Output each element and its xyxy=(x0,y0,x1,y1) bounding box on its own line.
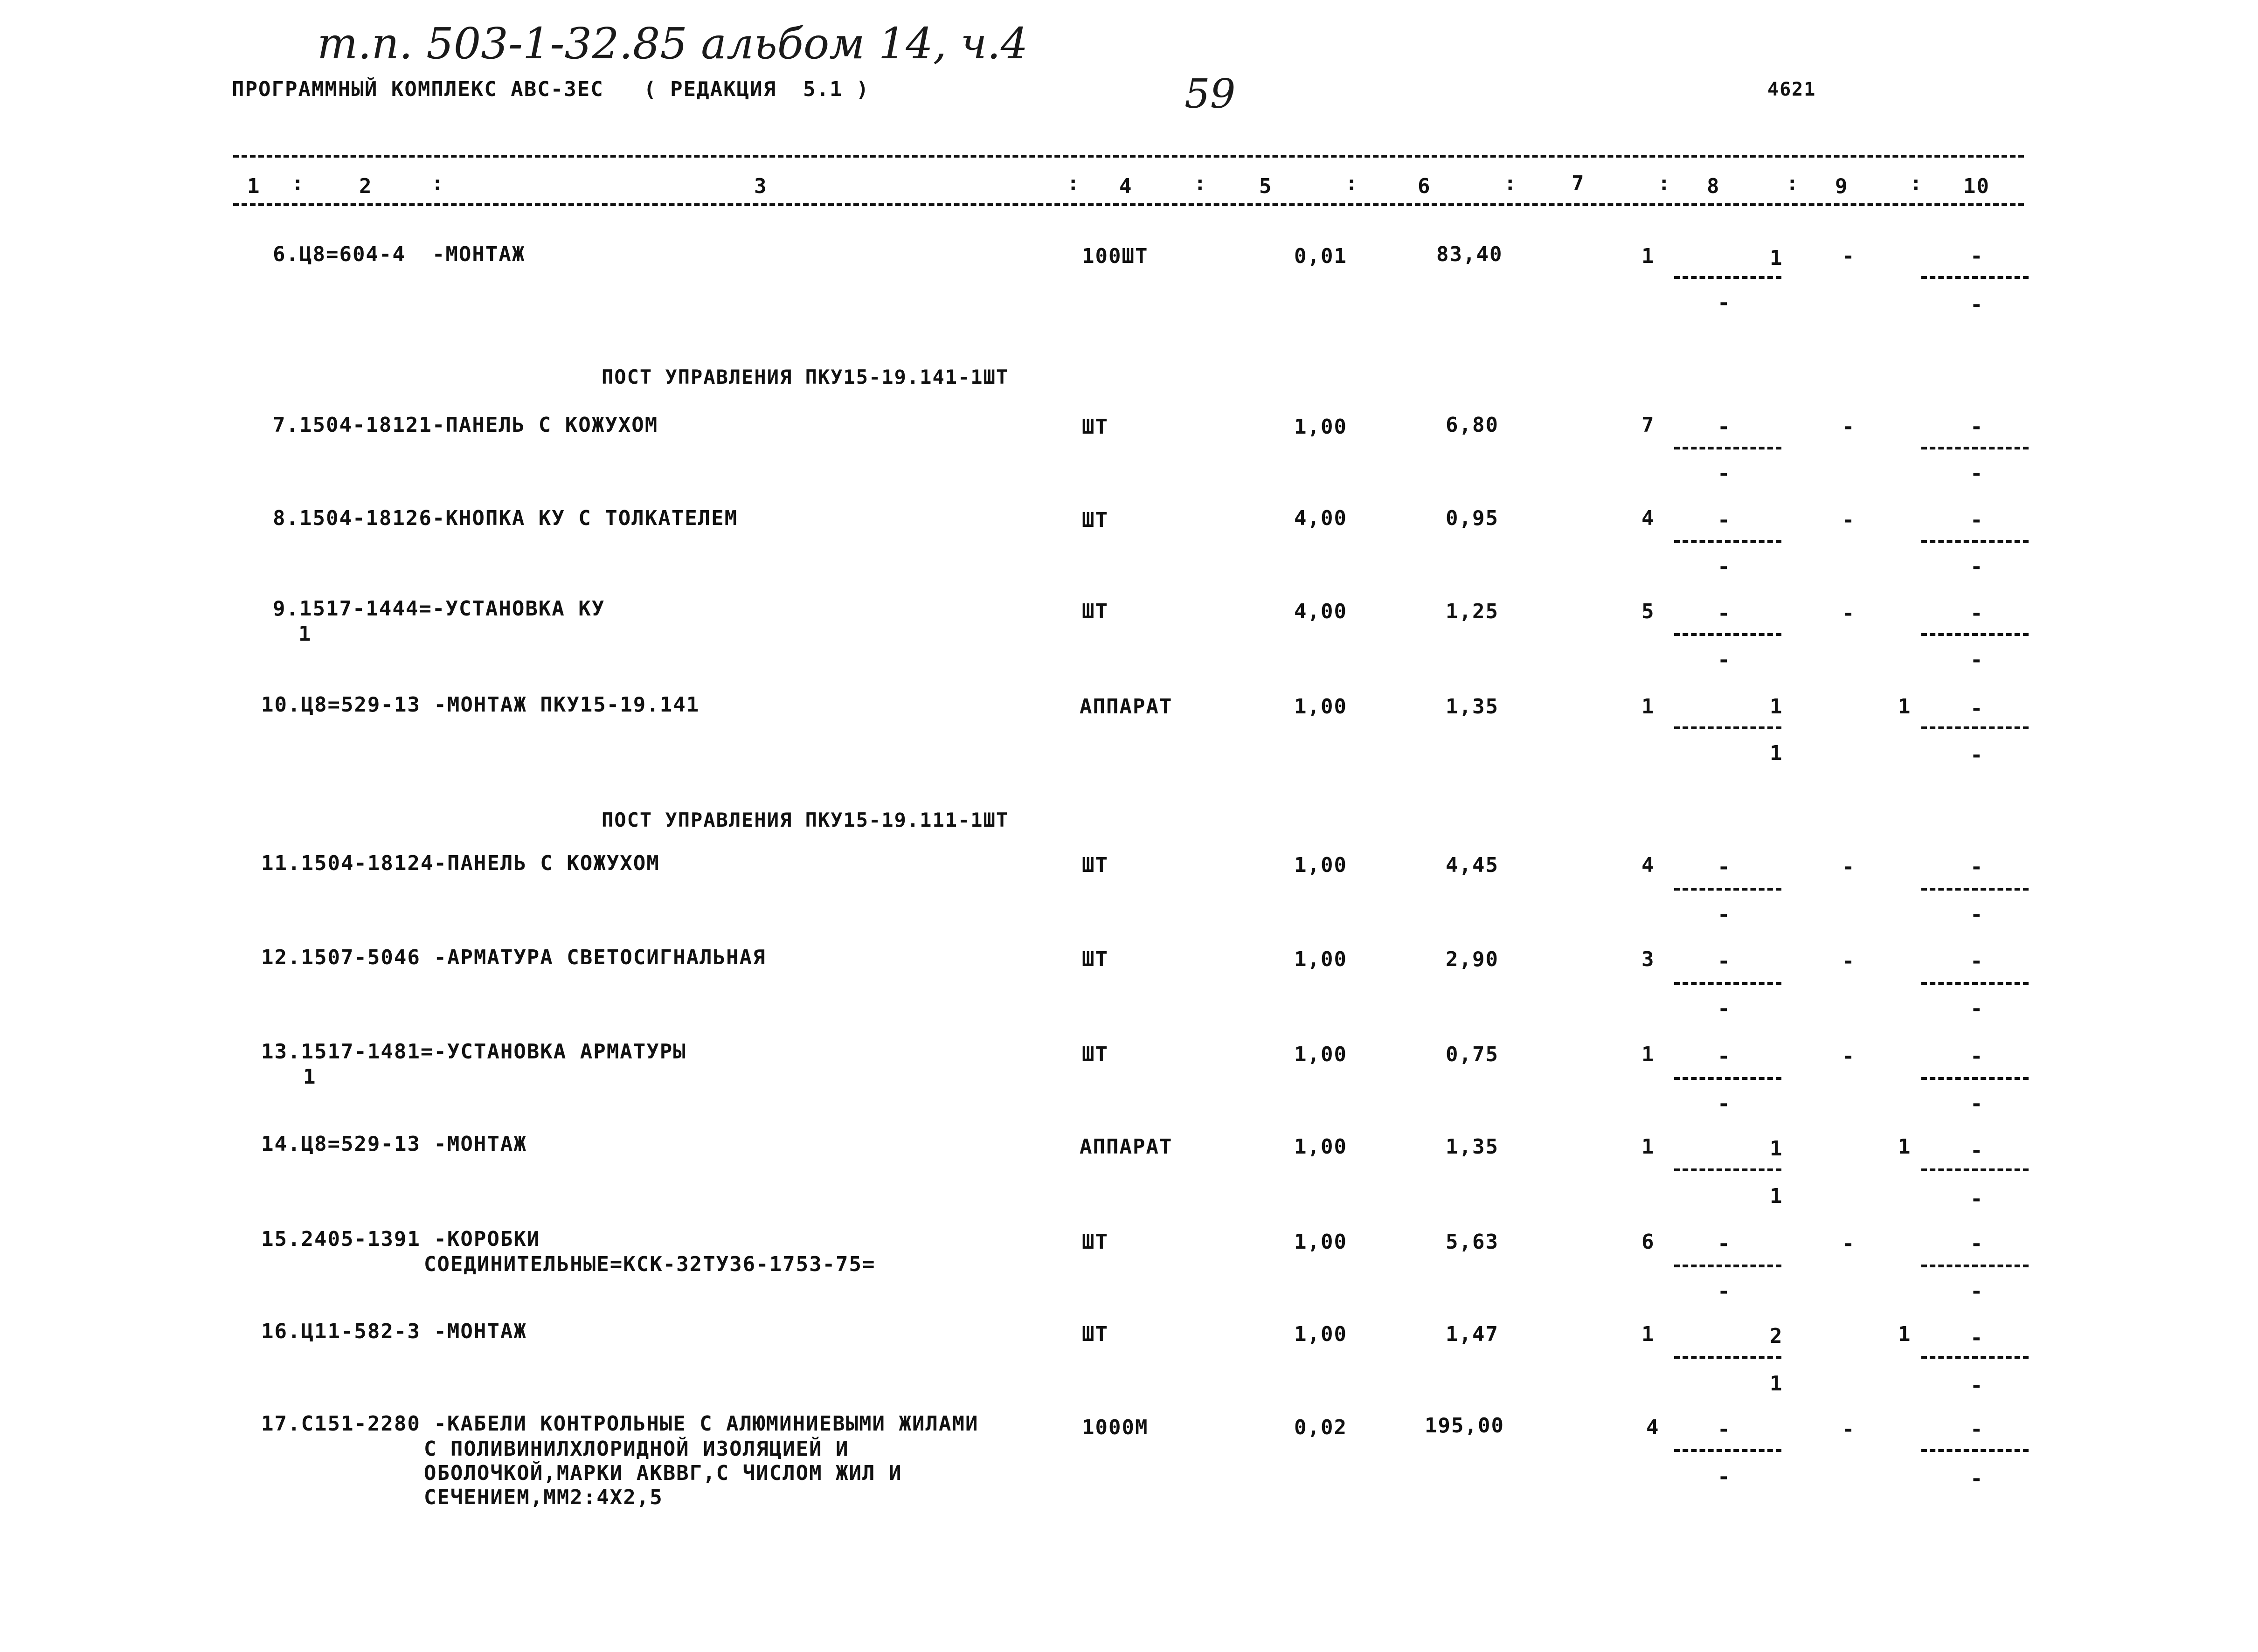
row-c7: 6 xyxy=(1642,1230,1655,1254)
row-c10-top: - xyxy=(1970,855,1984,879)
row-c7: 1 xyxy=(1642,1135,1655,1159)
row-c10-top: - xyxy=(1970,1326,1984,1350)
row-c8-bottom: 1 xyxy=(1770,1184,1783,1208)
fraction-rule xyxy=(1674,1077,1781,1080)
row-c7: 1 xyxy=(1642,244,1655,268)
header-rule-bottom xyxy=(233,203,2024,206)
fraction-rule xyxy=(1921,888,2029,891)
row-price: 0,95 xyxy=(1446,506,1499,530)
row-c7: 4 xyxy=(1642,853,1655,877)
row-c10-bottom: - xyxy=(1970,648,1984,672)
row-unit: ШТ xyxy=(1082,508,1108,532)
fraction-rule xyxy=(1921,1265,2029,1267)
row-c8-top: 1 xyxy=(1770,246,1783,270)
row-desc-line4: СЕЧЕНИЕМ,ММ2:4Х2,5 xyxy=(238,1486,663,1509)
fraction-rule xyxy=(1674,633,1781,636)
row-desc: 17.С151-2280 -КАБЕЛИ КОНТРОЛЬНЫЕ С АЛЮМИНИЕВЫМИ ЖИЛАМИ xyxy=(261,1412,979,1436)
row-unit: 1000М xyxy=(1082,1416,1149,1439)
row-qty: 1,00 xyxy=(1294,695,1347,719)
row-c9: - xyxy=(1842,244,1856,268)
row-desc-line2: 1 xyxy=(303,1065,317,1089)
row-c9: 1 xyxy=(1898,1135,1912,1159)
row-c8-top: - xyxy=(1718,949,1731,973)
row-price: 2,90 xyxy=(1446,947,1499,971)
col-header-7: 7 xyxy=(1572,172,1585,195)
row-c9: - xyxy=(1842,1232,1856,1256)
col-sep: : xyxy=(431,172,445,195)
row-c10-top: - xyxy=(1970,1139,1984,1162)
row-c8-bottom: 1 xyxy=(1770,741,1783,765)
row-c7: 4 xyxy=(1646,1416,1660,1439)
row-desc: 14.Ц8=529-13 -МОНТАЖ xyxy=(261,1132,527,1156)
row-desc: 7.1504-18121-ПАНЕЛЬ С КОЖУХОМ xyxy=(273,413,658,437)
row-c7: 4 xyxy=(1642,506,1655,530)
row-c7: 7 xyxy=(1642,413,1655,437)
row-desc: 15.2405-1391 -КОРОБКИ xyxy=(261,1227,540,1251)
row-c8-top: - xyxy=(1718,508,1731,532)
fraction-rule xyxy=(1921,540,2029,543)
fraction-rule xyxy=(1674,726,1781,729)
row-desc-line3: ОБОЛОЧКОЙ,МАРКИ АКВВГ,С ЧИСЛОМ ЖИЛ И xyxy=(238,1461,902,1485)
handwritten-title: т.п. 503-1-32.85 альбом 14, ч.4 xyxy=(317,19,1028,69)
row-c8-bottom: - xyxy=(1718,555,1731,579)
row-price: 1,47 xyxy=(1446,1322,1499,1346)
fraction-rule xyxy=(1921,1356,2029,1359)
row-c8-bottom: - xyxy=(1718,903,1731,926)
row-c9: 1 xyxy=(1898,695,1912,719)
col-sep: : xyxy=(291,172,305,195)
header-rule-top xyxy=(233,155,2024,158)
row-desc: 6.Ц8=604-4 -МОНТАЖ xyxy=(273,242,526,266)
fraction-rule xyxy=(1674,1168,1781,1171)
row-c8-bottom: - xyxy=(1718,1279,1731,1303)
row-c8-top: 1 xyxy=(1770,1137,1783,1161)
row-c9: - xyxy=(1842,855,1856,879)
row-qty: 0,02 xyxy=(1294,1416,1347,1439)
row-c8-top: - xyxy=(1718,1232,1731,1256)
row-qty: 1,00 xyxy=(1294,853,1347,877)
row-c8-top: - xyxy=(1718,1044,1731,1068)
row-price: 6,80 xyxy=(1446,413,1499,437)
row-c7: 1 xyxy=(1642,1043,1655,1066)
section-heading: ПОСТ УПРАВЛЕНИЯ ПКУ15-19.141-1ШТ xyxy=(602,366,1009,388)
row-c8-bottom: - xyxy=(1718,462,1731,485)
row-desc: 13.1517-1481=-УСТАНОВКА АРМАТУРЫ xyxy=(261,1040,686,1064)
row-c10-bottom: - xyxy=(1970,462,1984,485)
row-desc-line2: СОЕДИНИТЕЛЬНЫЕ=КСК-32ТУ36-1753-75= xyxy=(238,1252,876,1276)
row-c9: - xyxy=(1842,415,1856,439)
header-code: 4621 xyxy=(1767,79,1816,100)
row-price: 195,00 xyxy=(1425,1414,1504,1438)
row-price: 5,63 xyxy=(1446,1230,1499,1254)
fraction-rule xyxy=(1921,1449,2029,1452)
program-header: ПРОГРАММНЫЙ КОМПЛЕКС АВС-ЗЕС ( РЕДАКЦИЯ 5.1 ) xyxy=(232,77,870,101)
row-c9: - xyxy=(1842,601,1856,625)
row-c10-top: - xyxy=(1970,1232,1984,1256)
row-qty: 1,00 xyxy=(1294,1230,1347,1254)
row-qty: 1,00 xyxy=(1294,1043,1347,1066)
row-c10-bottom: - xyxy=(1970,743,1984,767)
row-price: 1,35 xyxy=(1446,1135,1499,1159)
row-unit: ШТ xyxy=(1082,415,1108,439)
fraction-rule xyxy=(1921,447,2029,449)
row-price: 0,75 xyxy=(1446,1043,1499,1066)
col-header-9: 9 xyxy=(1835,174,1849,198)
row-unit: ШТ xyxy=(1082,1043,1108,1066)
col-header-3: 3 xyxy=(754,174,768,198)
col-header-2: 2 xyxy=(359,174,373,198)
fraction-rule xyxy=(1674,447,1781,449)
col-header-5: 5 xyxy=(1259,174,1273,198)
row-unit: ШТ xyxy=(1082,853,1108,877)
col-header-1: 1 xyxy=(247,174,261,198)
row-c10-bottom: - xyxy=(1970,1374,1984,1397)
row-desc: 16.Ц11-582-3 -МОНТАЖ xyxy=(261,1320,527,1343)
row-unit: ШТ xyxy=(1082,1230,1108,1254)
row-c9: - xyxy=(1842,949,1856,973)
fraction-rule xyxy=(1674,540,1781,543)
col-sep: : xyxy=(1504,172,1517,195)
row-c8-top: - xyxy=(1718,415,1731,439)
row-c9: 1 xyxy=(1898,1322,1912,1346)
row-c10-top: - xyxy=(1970,601,1984,625)
row-desc: 9.1517-1444=-УСТАНОВКА КУ xyxy=(273,597,605,621)
row-c8-top: 1 xyxy=(1770,695,1783,719)
row-c8-top: - xyxy=(1718,601,1731,625)
row-c10-bottom: - xyxy=(1970,1279,1984,1303)
row-c8-top: - xyxy=(1718,1417,1731,1441)
row-c9: - xyxy=(1842,1417,1856,1441)
row-c8-bottom: - xyxy=(1718,1092,1731,1116)
row-qty: 4,00 xyxy=(1294,600,1347,623)
row-c10-top: - xyxy=(1970,1417,1984,1441)
row-desc: 10.Ц8=529-13 -МОНТАЖ ПКУ15-19.141 xyxy=(261,693,700,717)
row-c7: 5 xyxy=(1642,600,1655,623)
section-heading: ПОСТ УПРАВЛЕНИЯ ПКУ15-19.111-1ШТ xyxy=(602,809,1009,831)
fraction-rule xyxy=(1921,1168,2029,1171)
row-c8-top: - xyxy=(1718,855,1731,879)
fraction-rule xyxy=(1674,276,1781,279)
row-c10-top: - xyxy=(1970,949,1984,973)
row-c10-top: - xyxy=(1970,508,1984,532)
row-c9: - xyxy=(1842,508,1856,532)
fraction-rule xyxy=(1674,1265,1781,1267)
row-qty: 0,01 xyxy=(1294,244,1347,268)
row-desc: 12.1507-5046 -АРМАТУРА СВЕТОСИГНАЛЬНАЯ xyxy=(261,946,766,969)
row-price: 83,40 xyxy=(1436,242,1503,266)
col-sep: : xyxy=(1067,172,1081,195)
col-sep: : xyxy=(1910,172,1923,195)
page-number: 59 xyxy=(1184,71,1236,118)
row-c8-bottom: - xyxy=(1718,1465,1731,1489)
row-c7: 1 xyxy=(1642,695,1655,719)
col-header-6: 6 xyxy=(1418,174,1431,198)
row-desc-line2: 1 xyxy=(298,622,312,646)
col-sep: : xyxy=(1658,172,1671,195)
fraction-rule xyxy=(1674,1356,1781,1359)
fraction-rule xyxy=(1921,982,2029,985)
fraction-rule xyxy=(1921,726,2029,729)
fraction-rule xyxy=(1674,888,1781,891)
row-c8-top: 2 xyxy=(1770,1324,1783,1348)
col-sep: : xyxy=(1345,172,1359,195)
fraction-rule xyxy=(1674,1449,1781,1452)
row-c8-bottom: 1 xyxy=(1770,1372,1783,1396)
row-price: 1,35 xyxy=(1446,695,1499,719)
col-header-4: 4 xyxy=(1119,174,1133,198)
row-desc: 8.1504-18126-КНОПКА КУ С ТОЛКАТЕЛЕМ xyxy=(273,506,738,530)
row-unit: ШТ xyxy=(1082,600,1108,623)
row-unit: ШТ xyxy=(1082,947,1108,971)
row-c10-top: - xyxy=(1970,415,1984,439)
row-c10-bottom: - xyxy=(1970,997,1984,1021)
row-unit: АППАРАТ xyxy=(1080,695,1173,719)
col-header-10: 10 xyxy=(1963,174,1990,198)
row-c8-bottom: - xyxy=(1718,648,1731,672)
fraction-rule xyxy=(1921,633,2029,636)
row-c10-bottom: - xyxy=(1970,1187,1984,1211)
fraction-rule xyxy=(1921,276,2029,279)
row-c10-bottom: - xyxy=(1970,293,1984,317)
row-qty: 1,00 xyxy=(1294,947,1347,971)
row-qty: 4,00 xyxy=(1294,506,1347,530)
row-c10-top: - xyxy=(1970,1044,1984,1068)
row-c10-bottom: - xyxy=(1970,1467,1984,1491)
row-unit: 100ШТ xyxy=(1082,244,1149,268)
row-price: 1,25 xyxy=(1446,600,1499,623)
row-c10-bottom: - xyxy=(1970,1092,1984,1116)
col-header-8: 8 xyxy=(1707,174,1720,198)
fraction-rule xyxy=(1921,1077,2029,1080)
row-c10-bottom: - xyxy=(1970,555,1984,579)
row-unit: ШТ xyxy=(1082,1322,1108,1346)
fraction-rule xyxy=(1674,982,1781,985)
row-c10-top: - xyxy=(1970,244,1984,268)
row-c10-top: - xyxy=(1970,697,1984,720)
col-sep: : xyxy=(1786,172,1800,195)
row-c8-bottom: - xyxy=(1718,997,1731,1021)
col-sep: : xyxy=(1194,172,1207,195)
row-c7: 1 xyxy=(1642,1322,1655,1346)
row-c10-bottom: - xyxy=(1970,903,1984,926)
row-unit: АППАРАТ xyxy=(1080,1135,1173,1159)
row-qty: 1,00 xyxy=(1294,1135,1347,1159)
row-c9: - xyxy=(1842,1044,1856,1068)
row-price: 4,45 xyxy=(1446,853,1499,877)
row-qty: 1,00 xyxy=(1294,415,1347,439)
row-desc-line2: С ПОЛИВИНИЛХЛОРИДНОЙ ИЗОЛЯЦИЕЙ И xyxy=(238,1437,849,1461)
row-c8-bottom: - xyxy=(1718,291,1731,315)
row-c7: 3 xyxy=(1642,947,1655,971)
row-qty: 1,00 xyxy=(1294,1322,1347,1346)
row-desc: 11.1504-18124-ПАНЕЛЬ С КОЖУХОМ xyxy=(261,851,660,875)
